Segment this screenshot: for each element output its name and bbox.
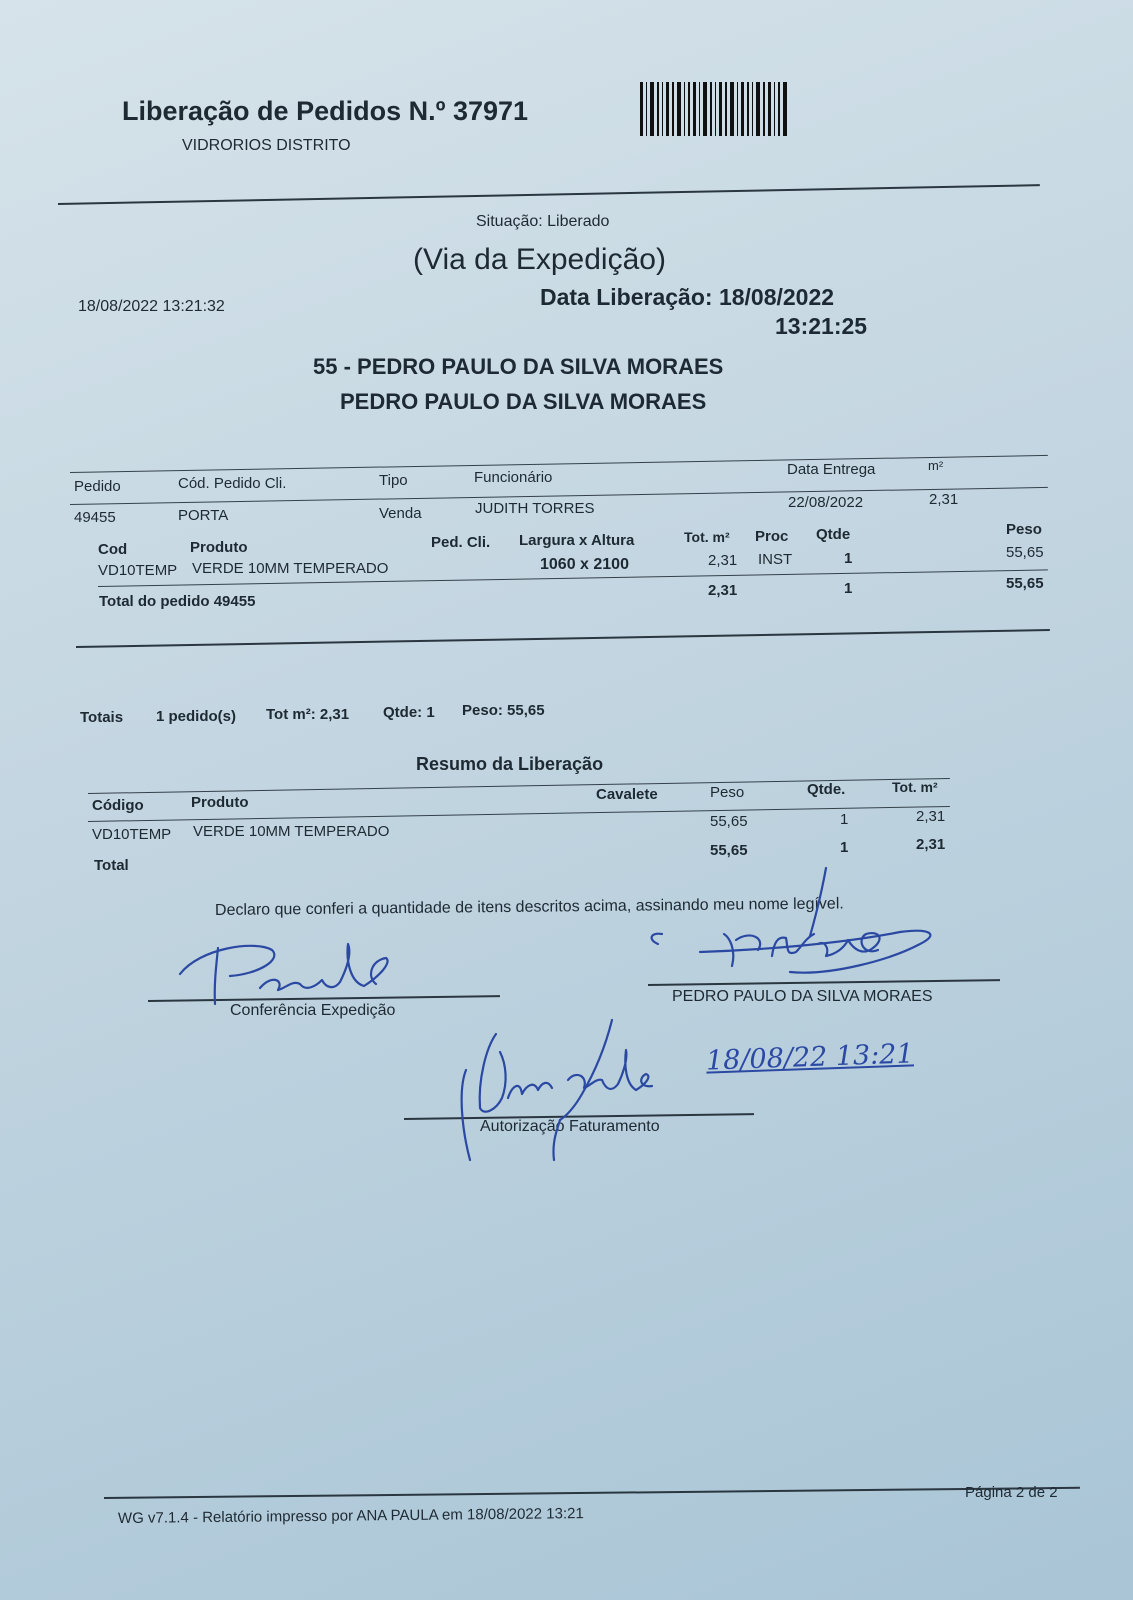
order-total-peso: 55,65 xyxy=(1006,575,1044,592)
item-qtde: 1 xyxy=(844,550,853,567)
order-type: Venda xyxy=(379,505,422,522)
release-time: 13:21:25 xyxy=(775,313,868,339)
col-header-pedido: Pedido xyxy=(74,478,121,495)
summary-header-peso: Peso xyxy=(710,784,745,801)
summary-header-qtde: Qtde. xyxy=(807,781,846,798)
status-text: Situação: Liberado xyxy=(476,213,610,230)
order-delivery-date: 22/08/2022 xyxy=(788,494,864,511)
summary-header-tot-m2: Tot. m² xyxy=(892,779,938,795)
summary-total-tot-m2: 2,31 xyxy=(916,836,946,853)
summary-row-produto: VERDE 10MM TEMPERADO xyxy=(193,823,390,840)
footer-divider xyxy=(104,1487,1080,1499)
summary-header-cavalete: Cavalete xyxy=(596,786,658,803)
order-m2: 2,31 xyxy=(929,491,959,508)
autorizacao-label: Autorização Faturamento xyxy=(480,1118,660,1135)
col-header-funcionario: Funcionário xyxy=(474,469,553,486)
item-product: VERDE 10MM TEMPERADO xyxy=(192,560,389,577)
footer-printed-by: WG v7.1.4 - Relatório impresso por ANA PAULA em 18/08/2022 13:21 xyxy=(117,1505,584,1527)
summary-total-label: Total xyxy=(94,857,129,874)
totals-m2: Tot m²: 2,31 xyxy=(266,706,350,723)
col-header-cod-pedido-cli: Cód. Pedido Cli. xyxy=(178,475,287,492)
col-header-tipo: Tipo xyxy=(379,472,408,489)
item-proc: INST xyxy=(758,551,793,568)
summary-total-peso: 55,65 xyxy=(710,842,748,859)
item-peso: 55,65 xyxy=(1006,544,1044,561)
summary-title: Resumo da Liberação xyxy=(416,754,604,774)
item-tot-m2: 2,31 xyxy=(708,552,738,569)
summary-header-codigo: Código xyxy=(92,797,144,814)
client-signature-name: PEDRO PAULO DA SILVA MORAES xyxy=(672,988,933,1005)
totals-peso: Peso: 55,65 xyxy=(462,702,545,719)
order-number: 49455 xyxy=(74,509,116,526)
item-header-ped-cli: Ped. Cli. xyxy=(431,534,491,551)
item-header-cod: Cod xyxy=(98,541,128,558)
summary-total-qtde: 1 xyxy=(840,839,849,856)
signature-autorizacao-icon xyxy=(456,1020,696,1170)
copy-label: (Via da Expedição) xyxy=(413,243,666,276)
item-header-qtde: Qtde xyxy=(816,526,851,543)
signature-line-client xyxy=(648,979,1000,986)
barcode-icon xyxy=(640,82,814,136)
item-code: VD10TEMP xyxy=(98,562,178,579)
company-name: VIDRORIOS DISTRITO xyxy=(182,137,351,154)
divider xyxy=(70,455,1048,473)
item-header-peso: Peso xyxy=(1006,521,1042,538)
totals-qtde: Qtde: 1 xyxy=(383,704,435,721)
summary-row-tot-m2: 2,31 xyxy=(916,808,946,825)
summary-row-codigo: VD10TEMP xyxy=(92,826,172,843)
summary-header-produto: Produto xyxy=(191,794,249,811)
totals-label: Totais xyxy=(80,709,124,726)
item-header-tot-m2: Tot. m² xyxy=(684,529,730,545)
item-header-largura-altura: Largura x Altura xyxy=(519,532,635,549)
client-name: PEDRO PAULO DA SILVA MORAES xyxy=(340,389,707,414)
order-total-label: Total do pedido 49455 xyxy=(99,593,256,610)
summary-row-qtde: 1 xyxy=(840,811,849,828)
item-dimensions: 1060 x 2100 xyxy=(540,556,629,573)
totals-pedidos: 1 pedido(s) xyxy=(156,708,237,725)
divider xyxy=(76,629,1050,648)
order-total-m2: 2,31 xyxy=(708,582,738,599)
document-title: Liberação de Pedidos N.º 37971 xyxy=(122,96,529,126)
summary-row-peso: 55,65 xyxy=(710,813,748,830)
col-header-m2: m² xyxy=(928,458,944,473)
declaration-text: Declaro que conferi a quantidade de itens descritos acima, assinando meu nome legível. xyxy=(214,895,844,919)
col-header-data-entrega: Data Entrega xyxy=(787,461,876,478)
signature-client-icon xyxy=(640,860,970,970)
print-datetime: 18/08/2022 13:21:32 xyxy=(78,298,225,315)
item-header-produto: Produto xyxy=(190,539,248,556)
order-total-qtde: 1 xyxy=(844,580,853,597)
order-employee: JUDITH TORRES xyxy=(475,500,595,517)
signature-conferencia-icon xyxy=(160,930,430,1010)
divider xyxy=(58,184,1040,205)
release-date: Data Liberação: 18/08/2022 xyxy=(540,284,835,310)
conferencia-label: Conferência Expedição xyxy=(230,1002,396,1019)
page-number: Página 2 de 2 xyxy=(965,1484,1058,1501)
item-header-proc: Proc xyxy=(755,528,789,545)
client-code-name: 55 - PEDRO PAULO DA SILVA MORAES xyxy=(313,354,724,379)
order-client-code: PORTA xyxy=(178,507,229,524)
handwritten-date: 18/08/22 13:21 xyxy=(705,1038,915,1077)
